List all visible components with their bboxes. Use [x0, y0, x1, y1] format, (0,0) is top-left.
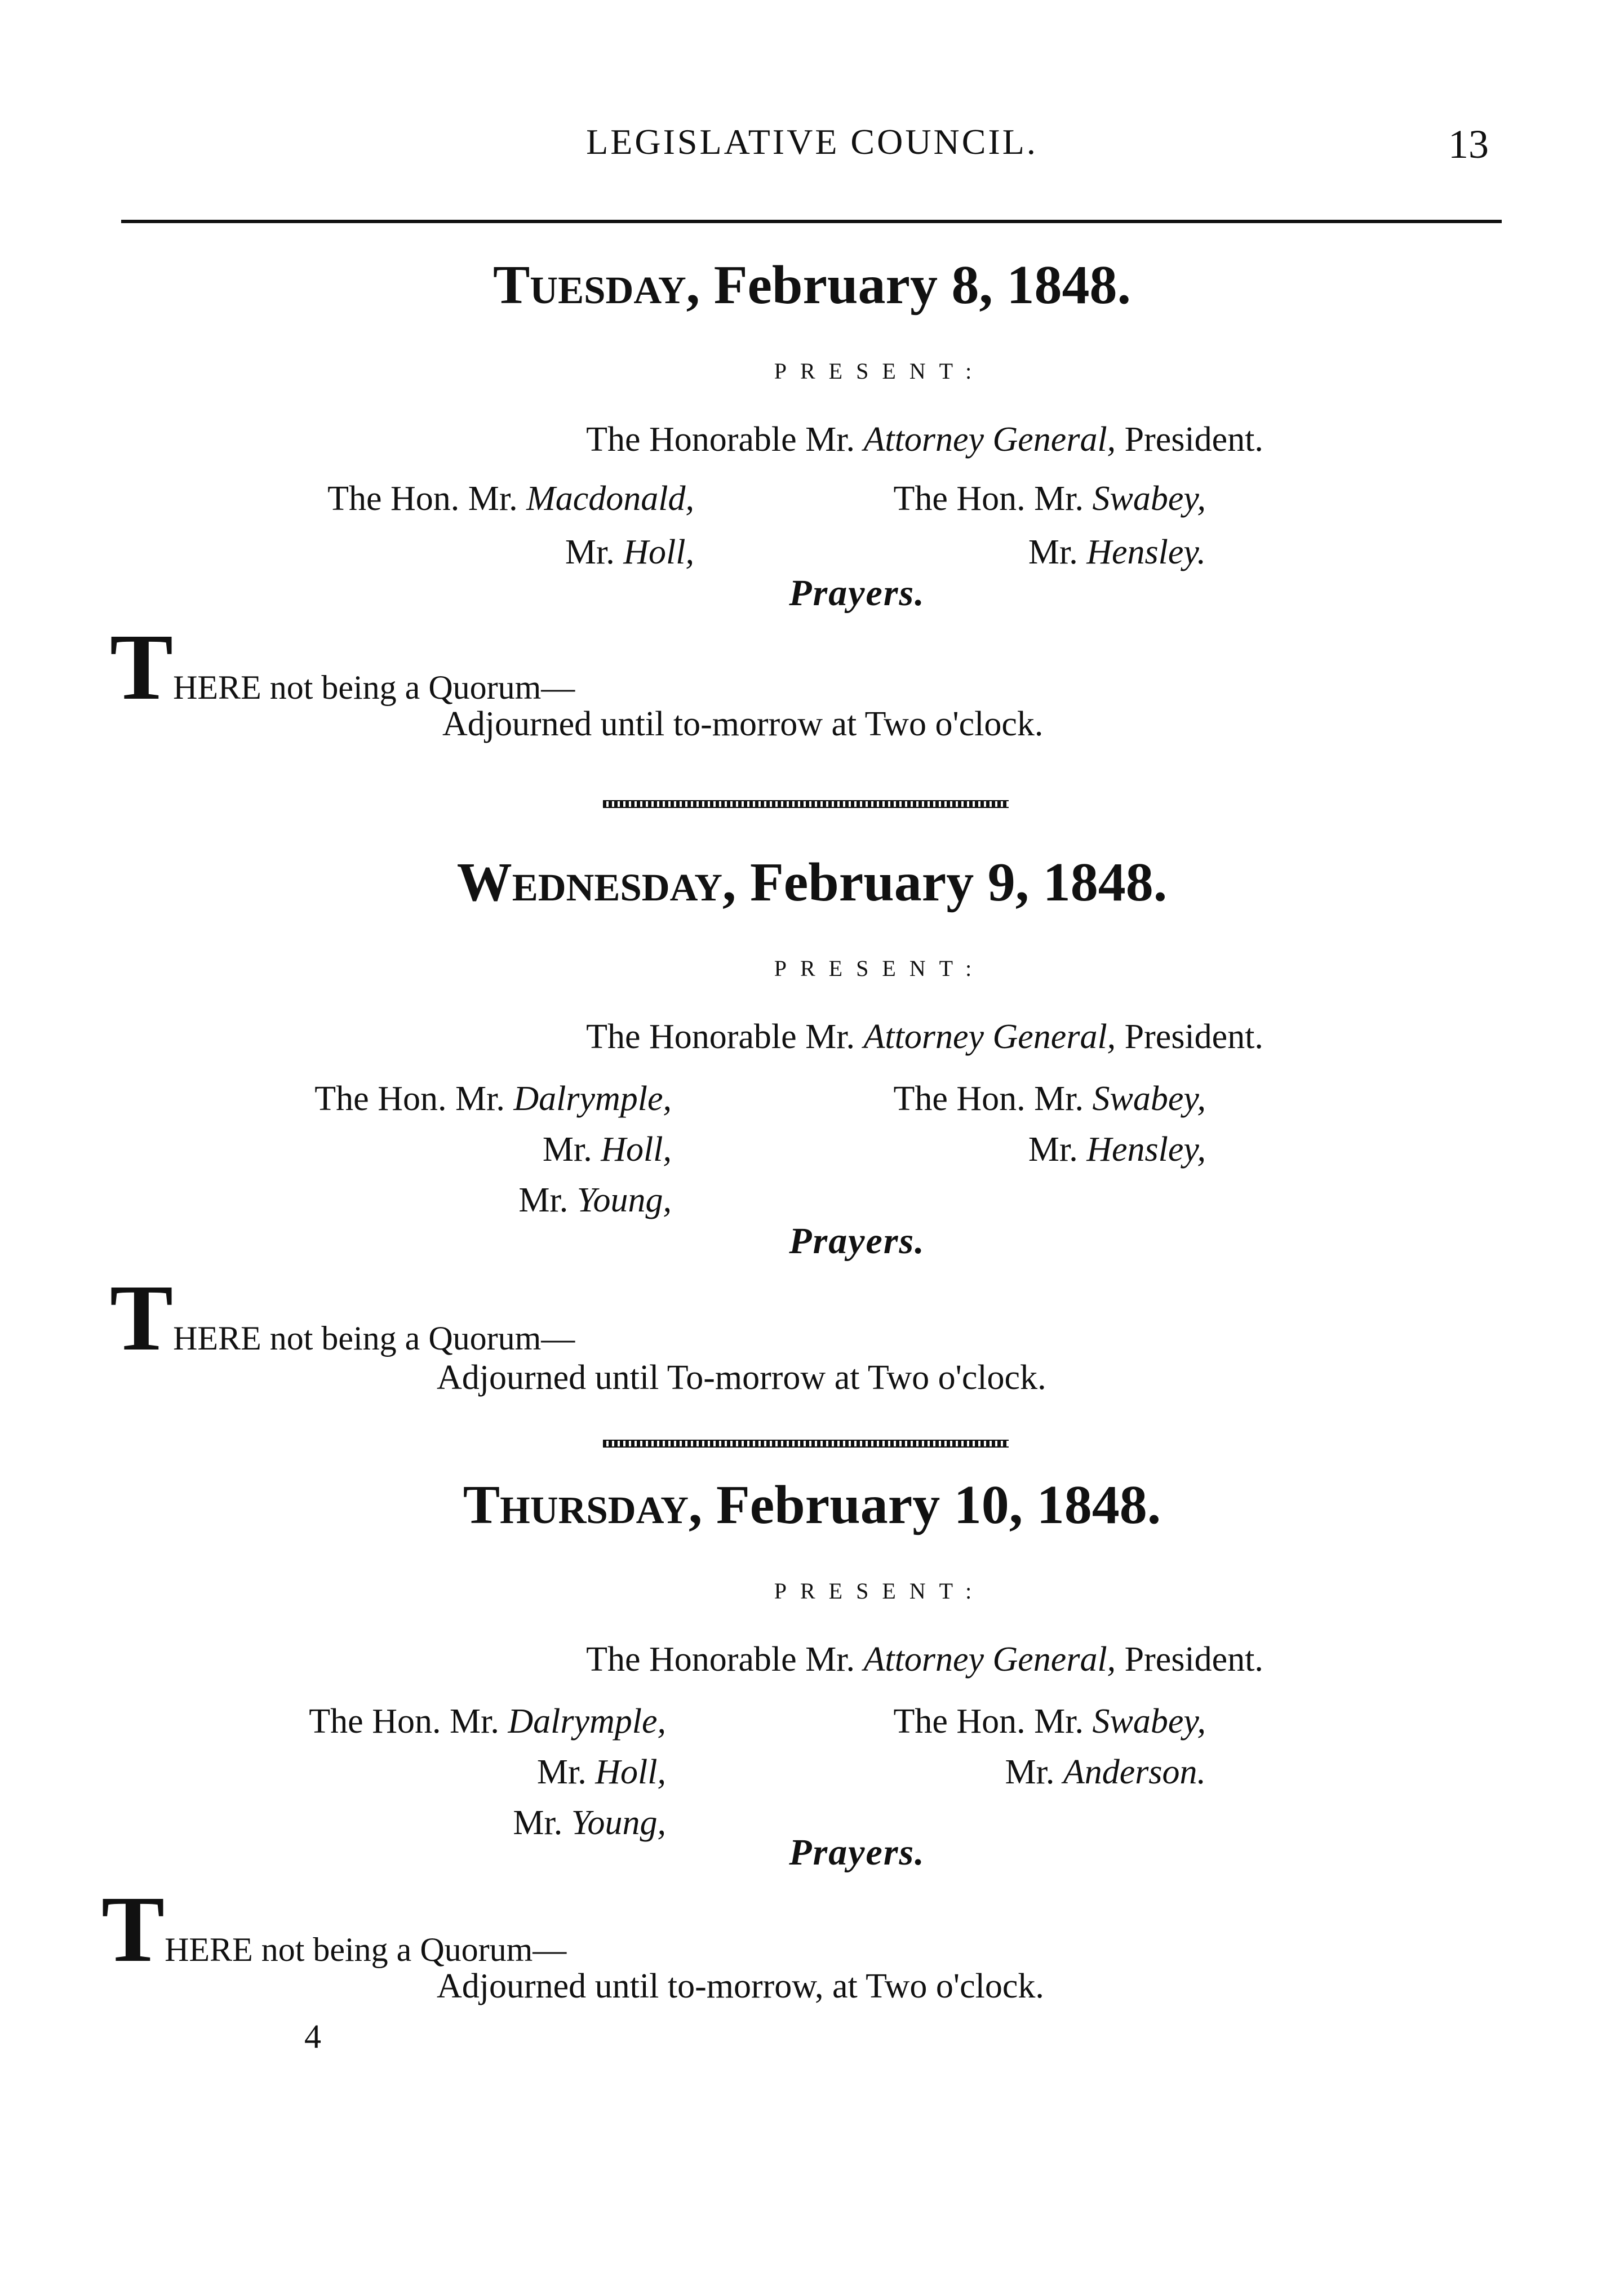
president-line [0, 1017, 1624, 1057]
prayers-heading: Prayers. [789, 572, 925, 614]
member-right [1005, 1752, 1206, 1792]
drop-cap: T [101, 1877, 165, 1982]
member-right [893, 1702, 1206, 1742]
member-left [543, 1130, 672, 1170]
day-date: February 10, 1848. [716, 1475, 1161, 1535]
president-suffix: President. [1124, 420, 1263, 459]
quorum-text: HERE not being a Quorum— [173, 1320, 575, 1357]
member-left [309, 1702, 666, 1742]
prayers-heading: Prayers. [789, 1832, 925, 1873]
member-name: Macdonald, [526, 480, 694, 518]
present-label: PRESENT: [774, 956, 986, 981]
adjourned-line: Adjourned until To-morrow at Two o'clock. [437, 1359, 1046, 1397]
member-name: Swabey, [1092, 480, 1206, 518]
present-label: PRESENT: [774, 358, 986, 384]
member-prefix: Mr. [1005, 1753, 1055, 1791]
member-name: Dalrymple, [513, 1080, 672, 1118]
member-left [327, 479, 694, 519]
member-name: Hensley, [1086, 1130, 1206, 1169]
member-right [1028, 1130, 1206, 1170]
day-heading [0, 254, 1624, 317]
member-name: Holl, [623, 533, 694, 571]
running-title: LEGISLATIVE COUNCIL. [586, 122, 1038, 162]
member-prefix: Mr. [542, 1130, 592, 1169]
president-prefix: The Honorable Mr. [586, 1018, 855, 1056]
member-prefix: Mr. [536, 1753, 587, 1791]
member-name: Holl, [601, 1130, 672, 1169]
adjourned-line: Adjourned until to-morrow at Two o'clock. [442, 705, 1044, 743]
member-prefix: The Hon. Mr. [893, 1702, 1084, 1741]
member-name: Young, [576, 1181, 672, 1219]
president-suffix: President. [1124, 1640, 1263, 1679]
header-rule [121, 220, 1502, 223]
member-prefix: Mr. [518, 1181, 569, 1219]
president-name: Attorney General, [863, 1640, 1116, 1679]
day-heading [0, 851, 1624, 914]
member-left [314, 1079, 672, 1119]
member-left [537, 1752, 666, 1792]
day-name: Tuesday, [492, 255, 700, 316]
member-name: Young, [571, 1804, 666, 1842]
day-heading [0, 1473, 1624, 1537]
member-prefix: The Hon. Mr. [893, 1080, 1084, 1118]
president-prefix: The Honorable Mr. [586, 420, 855, 459]
member-prefix: The Hon. Mr. [893, 480, 1084, 518]
member-left [518, 1180, 672, 1220]
president-line [0, 1640, 1624, 1680]
signature-mark: 4 [304, 2018, 321, 2055]
member-right [893, 479, 1206, 519]
president-suffix: President. [1124, 1018, 1263, 1056]
day-date: February 8, 1848. [713, 255, 1132, 316]
member-name: Swabey, [1092, 1080, 1206, 1118]
member-name: Anderson. [1063, 1753, 1206, 1791]
adjourned-line: Adjourned until to-morrow, at Two o'clock. [437, 1967, 1044, 2005]
president-prefix: The Honorable Mr. [586, 1640, 855, 1679]
prayers-heading: Prayers. [789, 1220, 925, 1262]
member-name: Swabey, [1092, 1702, 1206, 1741]
member-right [893, 1079, 1206, 1119]
day-name: Wednesday, [456, 852, 736, 913]
page-number: 13 [1448, 122, 1489, 167]
member-left [565, 532, 694, 572]
member-prefix: The Hon. Mr. [309, 1702, 499, 1741]
quorum-line [110, 1266, 575, 1370]
day-date: February 9, 1848. [749, 852, 1168, 913]
member-prefix: Mr. [1028, 533, 1078, 571]
member-prefix: Mr. [1028, 1130, 1078, 1169]
member-prefix: Mr. [513, 1804, 563, 1842]
present-label: PRESENT: [774, 1578, 986, 1604]
drop-cap: T [110, 615, 174, 720]
quorum-text: HERE not being a Quorum— [165, 1931, 567, 1968]
day-name: Thursday, [463, 1475, 703, 1535]
member-prefix: The Hon. Mr. [314, 1080, 505, 1118]
member-prefix: The Hon. Mr. [327, 480, 518, 518]
drop-cap: T [110, 1266, 174, 1370]
president-name: Attorney General, [863, 1018, 1116, 1056]
member-name: Hensley. [1086, 533, 1206, 571]
quorum-line [110, 615, 575, 720]
quorum-text: HERE not being a Quorum— [173, 669, 575, 706]
section-ornament [603, 1440, 1009, 1448]
member-right [1028, 532, 1206, 572]
member-name: Dalrymple, [508, 1702, 666, 1741]
president-name: Attorney General, [863, 420, 1116, 459]
member-prefix: Mr. [565, 533, 615, 571]
section-ornament [603, 800, 1009, 808]
member-name: Holl, [595, 1753, 666, 1791]
quorum-line [101, 1877, 567, 1982]
president-line [0, 420, 1624, 460]
